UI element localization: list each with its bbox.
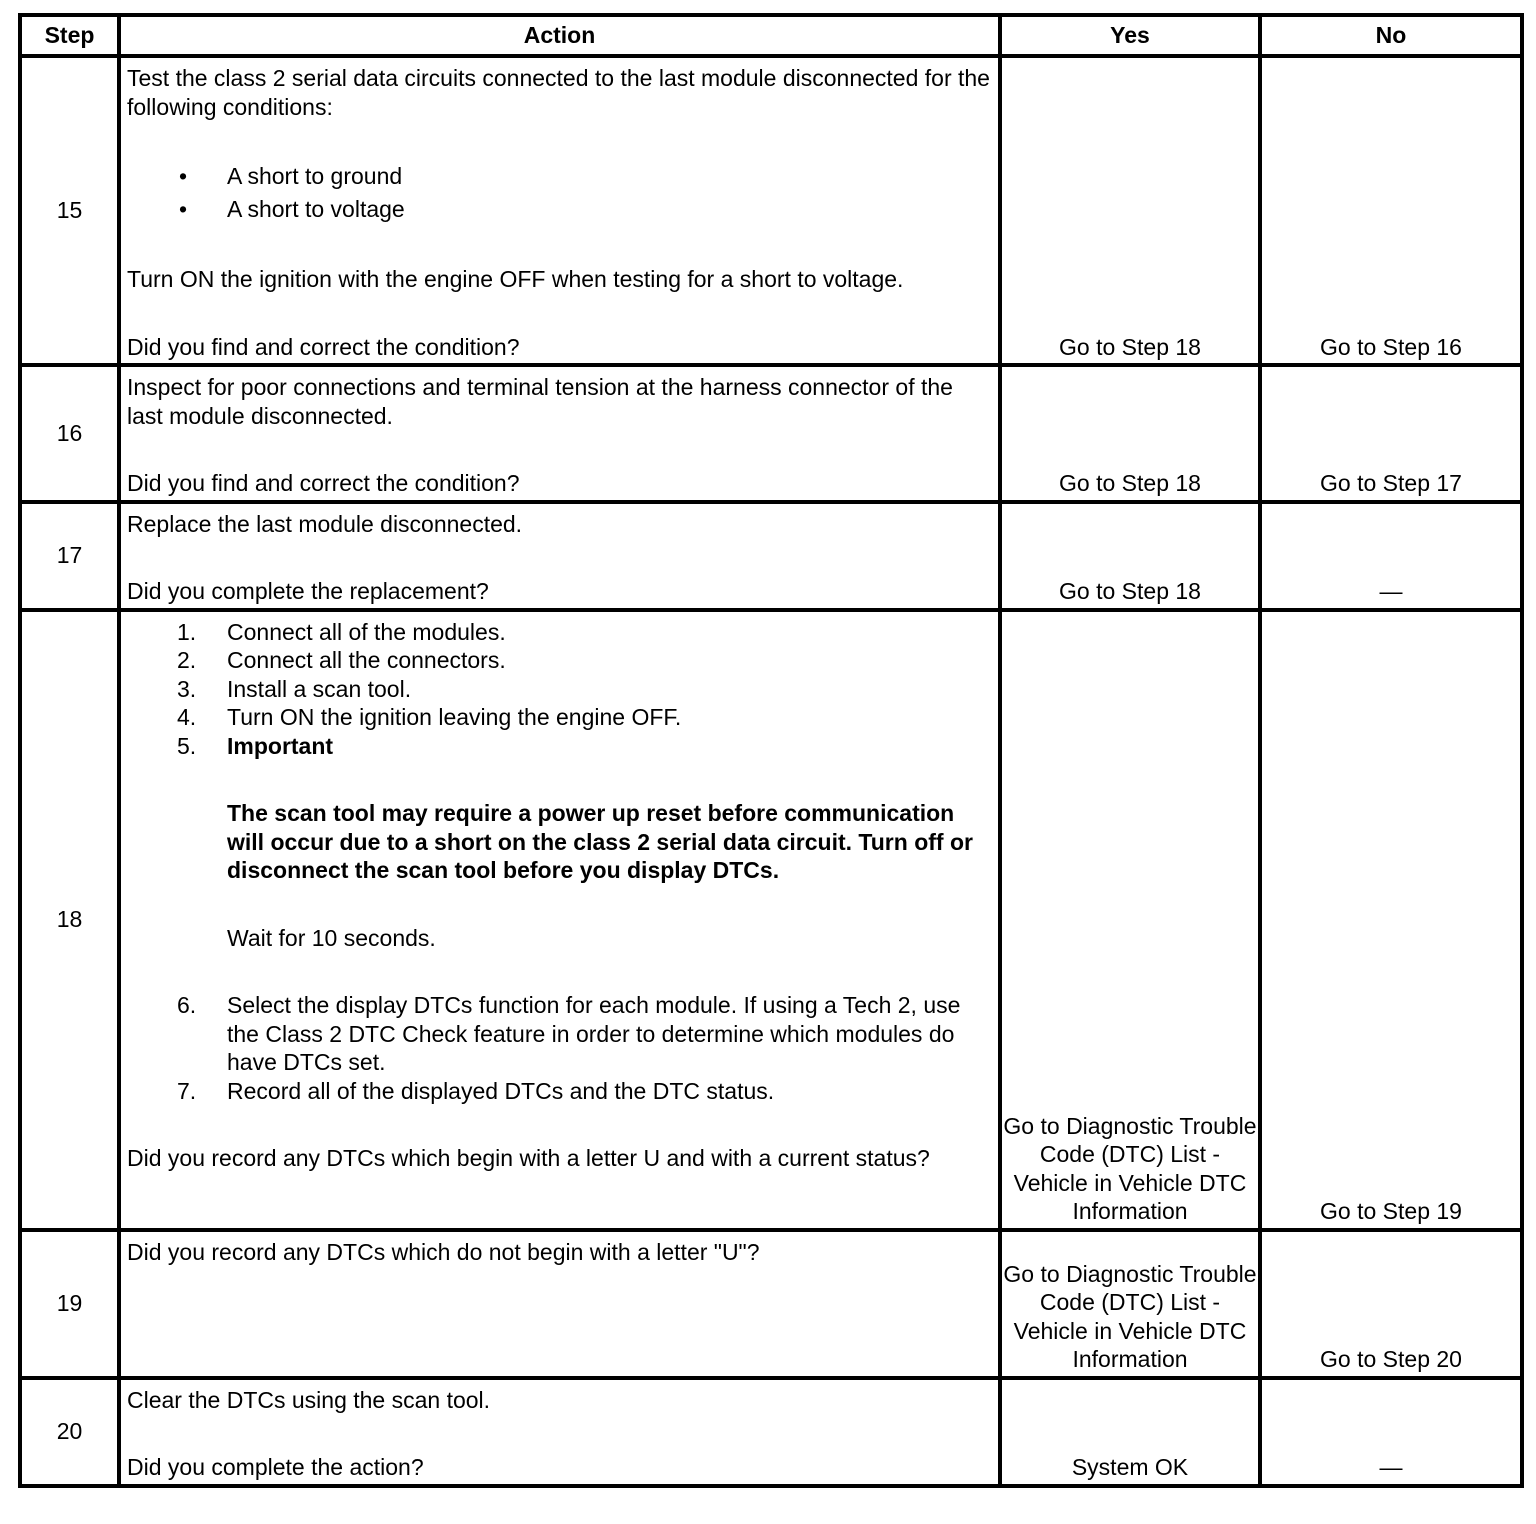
action-question: Did you complete the action? <box>127 1454 424 1480</box>
no-result: Go to Step 16 <box>1260 56 1522 365</box>
diagnostic-table <box>18 13 1524 1488</box>
step-number: 19 <box>20 1230 119 1378</box>
list-item: 1. Connect all of the modules. <box>177 618 506 645</box>
table-row-step-20 <box>20 1378 1522 1486</box>
no-result: Go to Step 19 <box>1260 610 1522 1230</box>
action-cell <box>119 610 1000 1230</box>
action-intro: Replace the last module disconnected. <box>127 510 523 537</box>
list-item: 4. Turn ON the ignition leaving the engine OFF. <box>177 704 682 730</box>
list-item: 3. Install a scan tool. <box>177 675 412 702</box>
action-question: Did you find and correct the condition? <box>127 333 520 360</box>
bullet-icon: • <box>179 163 188 189</box>
condition-list <box>127 160 992 226</box>
table-row-step-17 <box>20 502 1522 610</box>
no-result: Go to Step 20 <box>1260 1230 1522 1378</box>
yes-result: Go to Step 18 <box>1000 365 1260 502</box>
action-question: Did you complete the replacement? <box>127 578 489 604</box>
important-note: The scan tool may require a power up reset before communication will occur due to a short on the class 2 serial data circuit. Turn off or disconnect the scan tool before you display DTCs. <box>227 800 973 883</box>
yes-result: Go to Diagnostic Trouble Code (DTC) List - Vehicle in Vehicle DTC Information <box>1000 1230 1260 1378</box>
list-item: 5. Important The scan tool may require a power up reset before communication will occur due to a short on the class 2 serial data circuit. Turn off or disconnect the scan tool before you display DTCs. Wait for 10 seconds. <box>127 732 992 992</box>
yes-result: Go to Step 18 <box>1000 502 1260 610</box>
no-result: — <box>1260 1378 1522 1486</box>
step-number: 18 <box>20 610 119 1230</box>
action-intro: Inspect for poor connections and terminal tension at the harness connector of the last module disconnected. <box>127 374 953 429</box>
action-cell <box>119 1378 1000 1486</box>
step-number: 16 <box>20 365 119 502</box>
yes-result: Go to Diagnostic Trouble Code (DTC) List - Vehicle in Vehicle DTC Information <box>1000 610 1260 1230</box>
action-intro: Clear the DTCs using the scan tool. <box>127 1386 491 1413</box>
no-result: — <box>1260 502 1522 610</box>
list-item: 7. Record all of the displayed DTCs and the DTC status. <box>177 1077 775 1104</box>
action-cell <box>119 56 1000 365</box>
bullet-icon: • <box>179 196 188 222</box>
action-question: Did you record any DTCs which do not begin with a letter "U"? <box>127 1238 760 1265</box>
procedure-list <box>127 618 992 1106</box>
wait-note: Wait for 10 seconds. <box>227 924 436 951</box>
action-question: Did you record any DTCs which begin with a letter U and with a current status? <box>127 1145 930 1171</box>
header-step: Step <box>20 15 119 56</box>
table-row-step-15 <box>20 56 1522 365</box>
no-result: Go to Step 17 <box>1260 365 1522 502</box>
list-item: 6. Select the display DTCs function for each module. If using a Tech 2, use the Class 2 DTC Check feature in order to determine which modules do have DTCs set. <box>177 992 961 1075</box>
action-question: Did you find and correct the condition? <box>127 470 520 496</box>
yes-result: Go to Step 18 <box>1000 56 1260 365</box>
header-row <box>20 15 1522 56</box>
header-action: Action <box>119 15 1000 56</box>
action-cell <box>119 1230 1000 1378</box>
header-yes: Yes <box>1000 15 1260 56</box>
table-row-step-16 <box>20 365 1522 502</box>
action-cell <box>119 502 1000 610</box>
action-note: Turn ON the ignition with the engine OFF when testing for a short to voltage. <box>127 266 904 292</box>
header-no: No <box>1260 15 1522 56</box>
list-item: • A short to voltage <box>127 193 992 226</box>
step-number: 15 <box>20 56 119 365</box>
list-item: 2. Connect all the connectors. <box>177 647 506 673</box>
table-row-step-18 <box>20 610 1522 1230</box>
yes-result: System OK <box>1000 1378 1260 1486</box>
step-number: 20 <box>20 1378 119 1486</box>
important-title: Important <box>227 732 334 759</box>
table-row-step-19 <box>20 1230 1522 1378</box>
list-item: • A short to ground <box>127 160 992 193</box>
action-intro: Test the class 2 serial data circuits connected to the last module disconnected for the following conditions: <box>127 65 990 120</box>
action-cell <box>119 365 1000 502</box>
step-number: 17 <box>20 502 119 610</box>
